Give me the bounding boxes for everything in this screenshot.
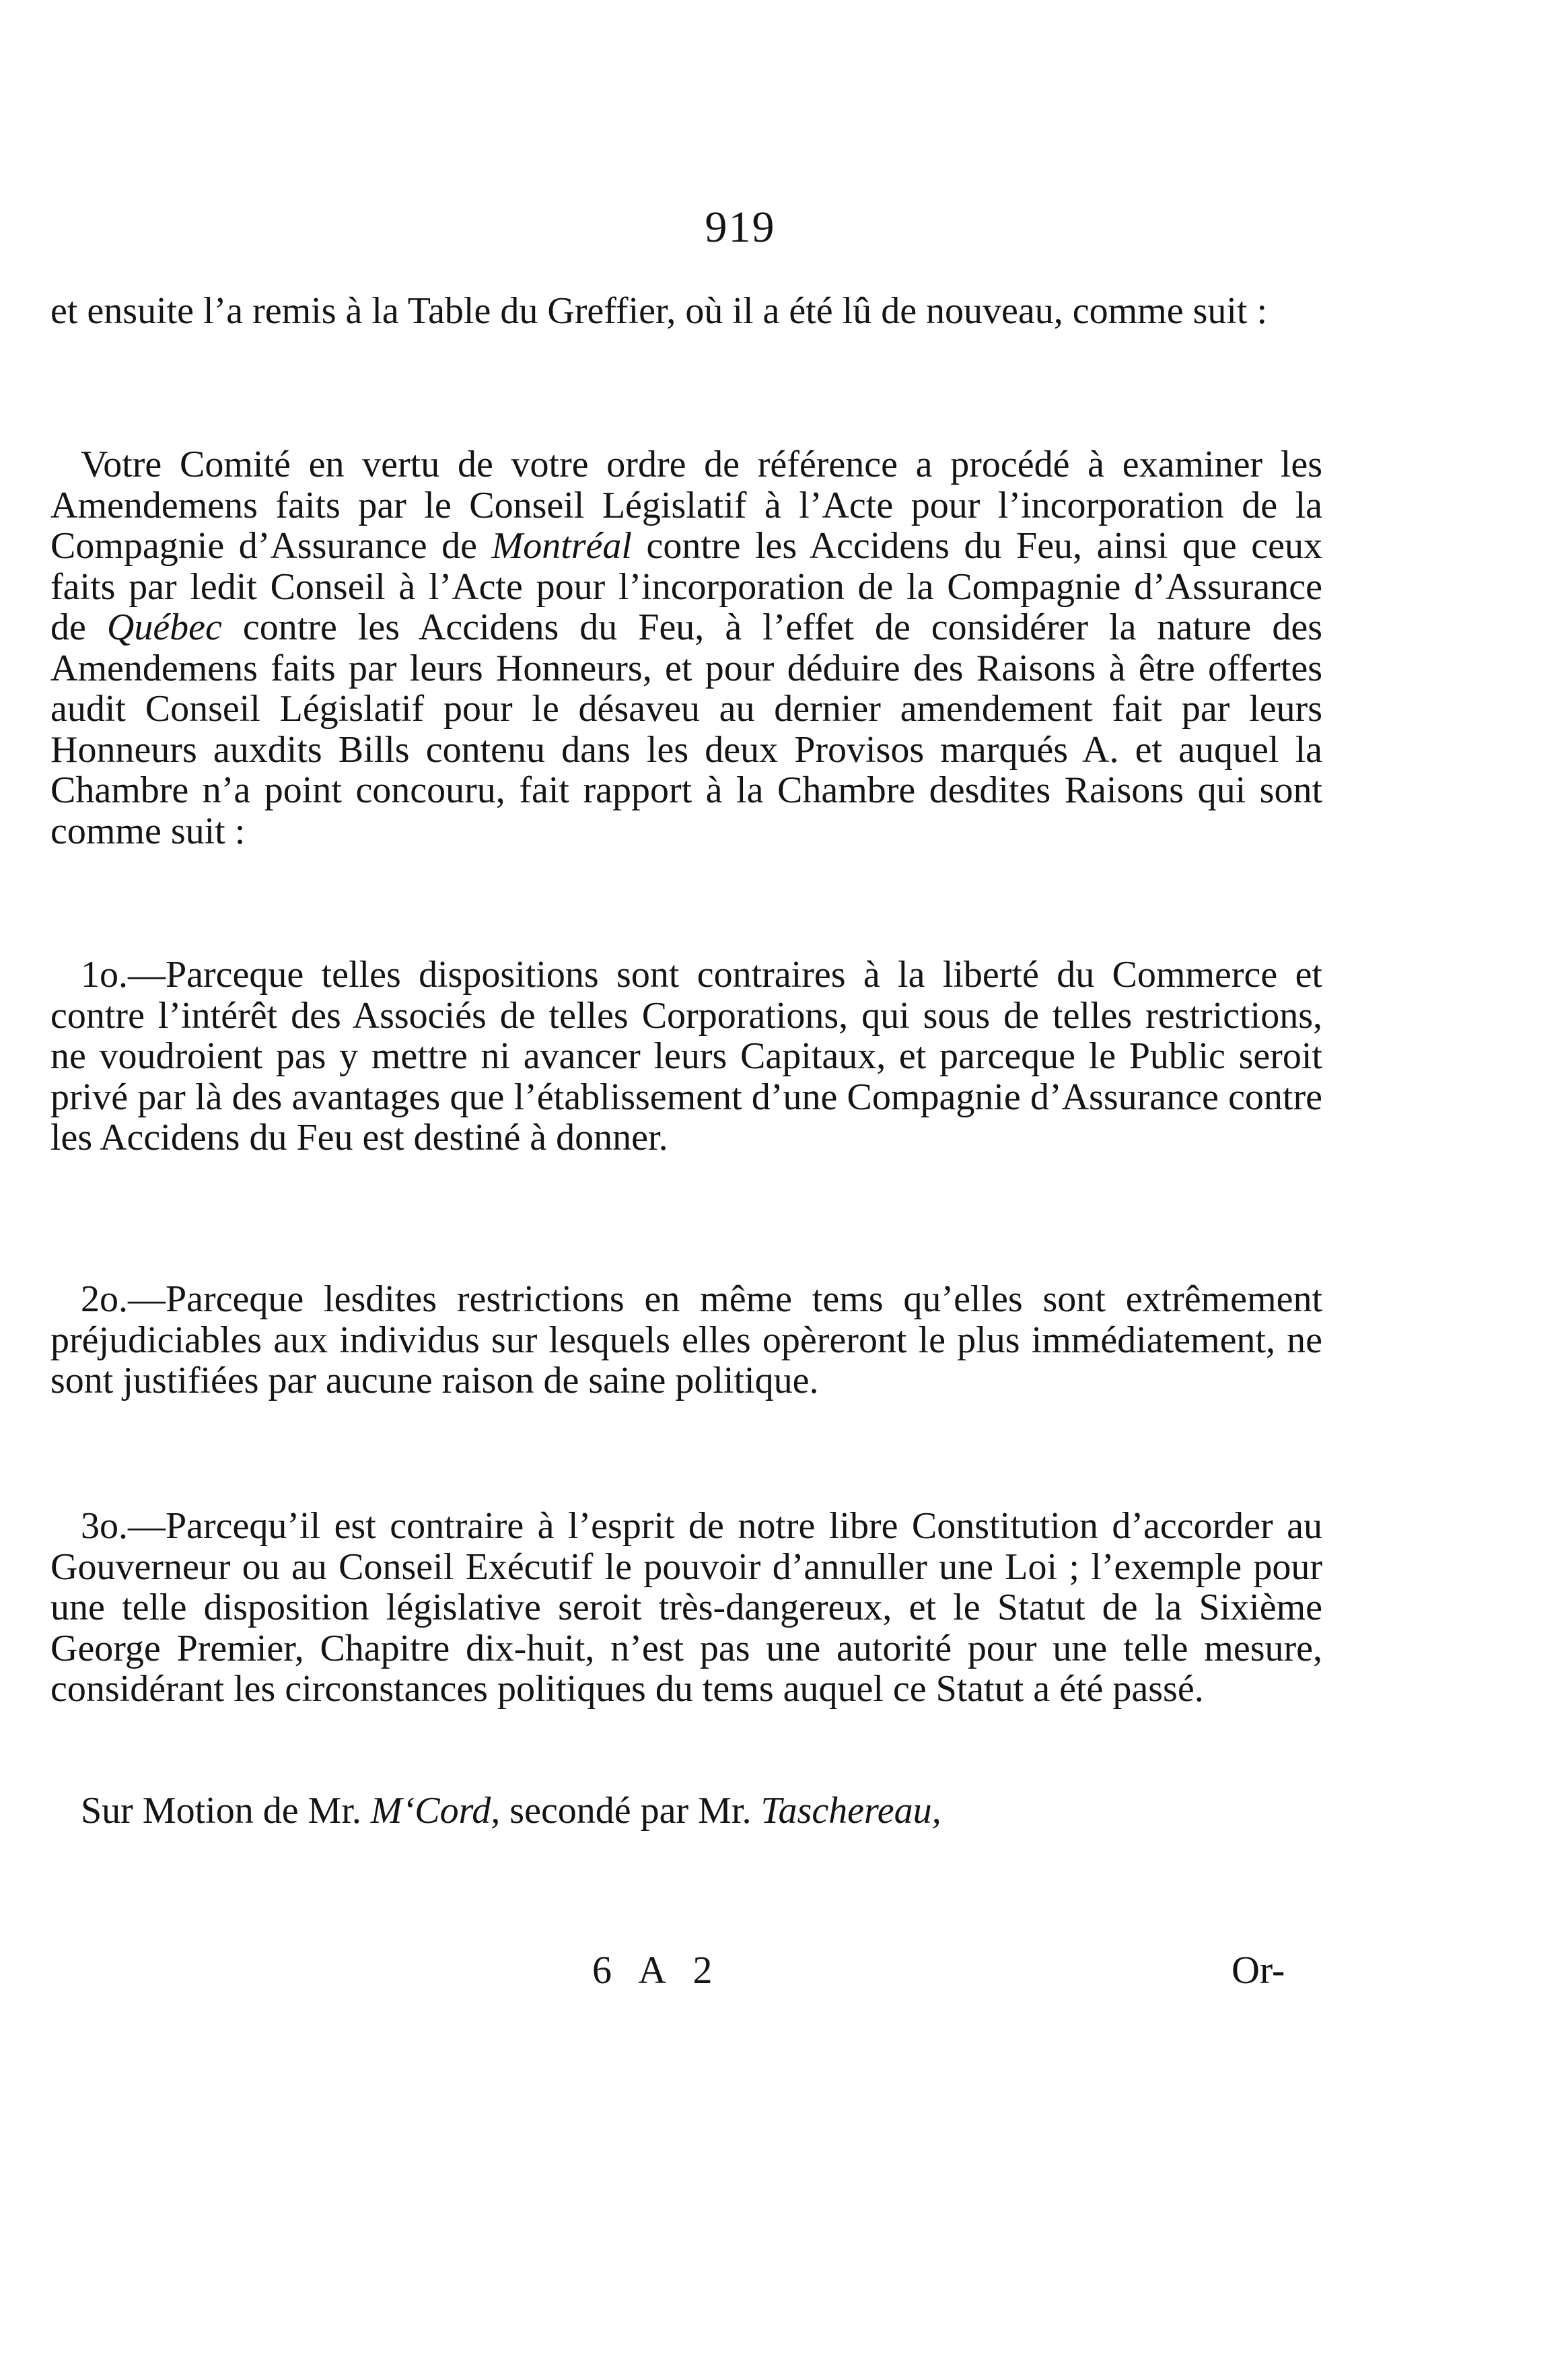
motion-mover-name: M‘Cord, (370, 1790, 501, 1832)
motion-paragraph (50, 1791, 1322, 1832)
reason-text-3: 3o.—Parcequ’il est contraire à l’esprit de notre libre Constitution d’accorder au Gouverneur ou au Conseil Exécutif le pouvoir d’annuller une Loi ; l’exemple pour une telle disposition législative seroit très-dangereux, et le Statut de la Sixième George Premier, Chapitre dix-huit, n’est pas une autorité pour une telle mesure, considérant les circonstances politiques du tems auquel ce Statut a été passé. (50, 1505, 1322, 1710)
place-name-quebec: Québec (106, 606, 222, 648)
report-text-part-1: Votre Comité en vertu de votre ordre de référence a procédé à examiner les Amendemens faits par le Conseil Législatif à l’Acte pour l’incorporation de la Compagnie d’Assurance de (50, 444, 1322, 567)
reason-text-1: 1o.—Parceque telles dispositions sont contraires à la liberté du Commerce et contre l’intérêt des Associés de telles Corporations, qui sous de telles restrictions, ne voudroient pas y mettre ni avancer leurs Capitaux, et parceque le Public seroit privé par là des avantages que l’établissement d’une Compagnie d’Assurance contre les Accidens du Feu est destiné à donner. (50, 954, 1322, 1158)
catchword: Or- (1232, 1948, 1285, 1992)
committee-report-text (50, 444, 1322, 852)
motion-prefix: Sur Motion de Mr. (81, 1790, 371, 1832)
report-text-part-2: contre les Accidens du Feu, ainsi que ceux faits par ledit Conseil à l’Acte pour l’incorporation de la Compagnie d’Assurance de (50, 525, 1322, 648)
reason-text-2: 2o.—Parceque lesdites restrictions en même tems qu’elles sont extrêmement préjudiciables aux individus sur lesquels elles opèreront le plus immédiatement, ne sont justifiées par aucune raison de saine politique. (50, 1278, 1322, 1401)
reason-paragraph-1 (50, 955, 1322, 1158)
report-text-part-3: contre les Accidens du Feu, à l’effet de considérer la nature des Amendemens faits par leurs Honneurs, et pour déduire des Raisons à être offertes audit Conseil Législatif pour le désaveu au dernier amendement fait par leurs Honneurs auxdits Bills contenu dans les deux Provisos marqués A. et auquel la Chambre n’a point concouru, fait rapport à la Chambre desdites Raisons qui sont comme suit : (50, 606, 1323, 852)
page-number: 919 (705, 203, 776, 252)
intro-text: et ensuite l’a remis à la Table du Greffier, où il a été lû de nouveau, comme suit : (50, 290, 1268, 332)
printer-signature-mark: 6 A 2 (592, 1948, 722, 1992)
motion-middle: secondé par Mr. (500, 1790, 761, 1832)
committee-report-paragraph (50, 444, 1322, 852)
motion-seconder-name: Taschereau, (760, 1790, 941, 1832)
reason-paragraph-3 (50, 1506, 1322, 1710)
intro-paragraph (50, 291, 1322, 332)
place-name-montreal: Montréal (491, 525, 632, 567)
motion-text (50, 1791, 1322, 1832)
reason-paragraph-2 (50, 1279, 1322, 1401)
